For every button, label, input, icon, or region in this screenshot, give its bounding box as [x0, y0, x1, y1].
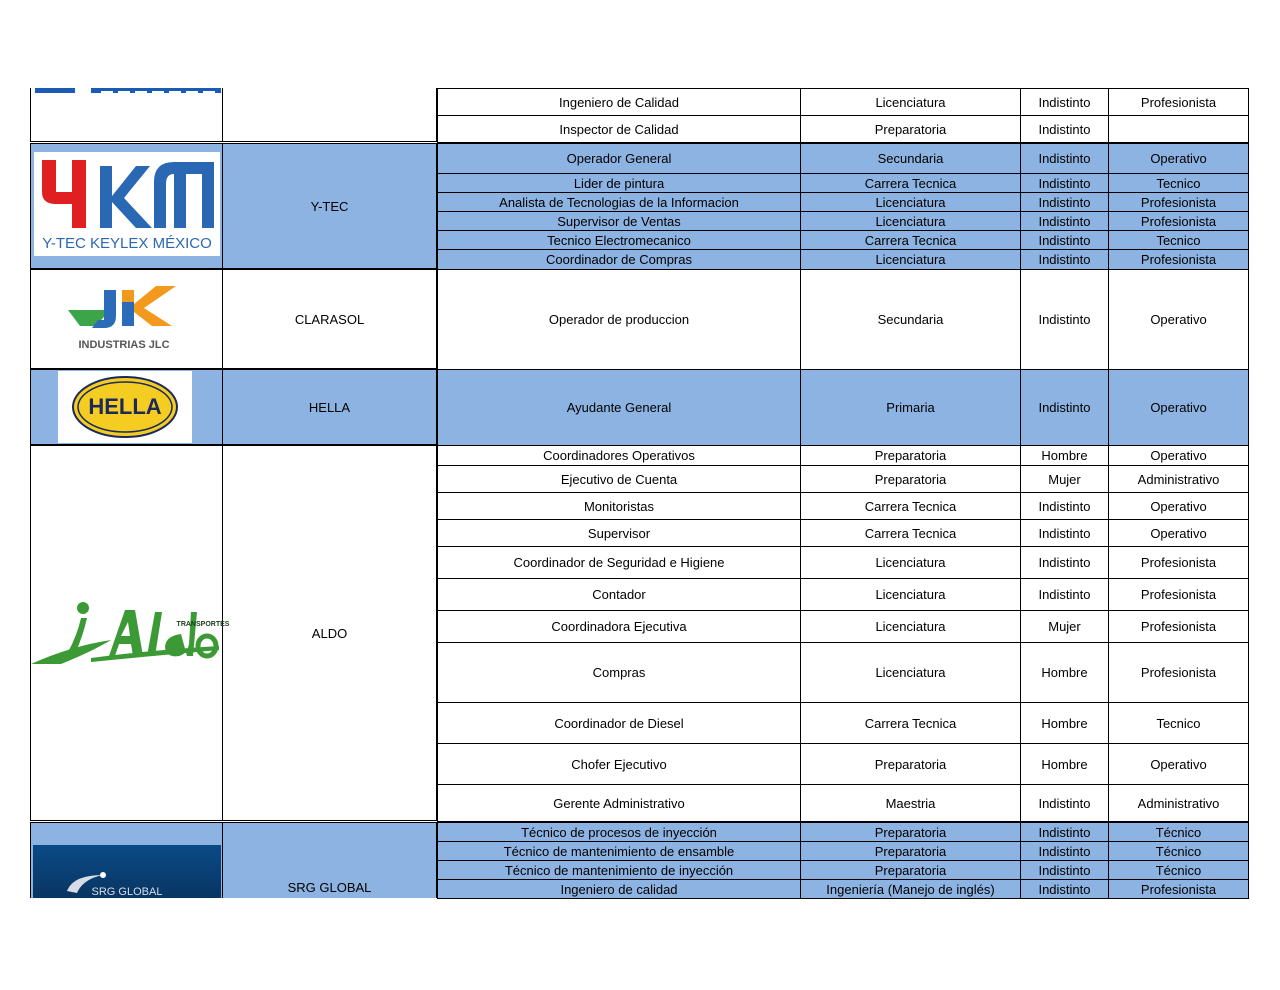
escolaridad-cell: Licenciatura	[800, 211, 1021, 231]
sexo-cell: Indistinto	[1020, 115, 1109, 143]
sexo-cell: Indistinto	[1020, 269, 1109, 370]
escolaridad-cell: Licenciatura	[800, 192, 1021, 212]
puesto-cell: Ingeniero de calidad	[437, 879, 801, 899]
puesto-cell: Coordinador de Compras	[437, 249, 801, 270]
escolaridad-cell: Preparatoria	[800, 115, 1021, 143]
sexo-cell: Indistinto	[1020, 841, 1109, 861]
srg-logo-text: SRG GLOBAL	[91, 886, 163, 898]
company-name-cell	[223, 143, 437, 269]
hella-logo-text: HELLA	[88, 394, 162, 419]
sexo-cell: Indistinto	[1020, 546, 1109, 579]
puesto-cell: Coordinador de Diesel	[437, 702, 801, 744]
puesto-cell: Inspector de Calidad	[437, 115, 801, 143]
ykm-logo	[34, 152, 220, 256]
tipo-cell: Operativo	[1108, 743, 1249, 785]
sexo-cell: Indistinto	[1020, 143, 1109, 174]
aldo-logo-text: TRANSPORTES	[176, 621, 230, 628]
sexo-cell: Indistinto	[1020, 173, 1109, 193]
escolaridad-cell: Licenciatura	[800, 249, 1021, 270]
escolaridad-cell: Licenciatura	[800, 610, 1021, 643]
sexo-cell: Mujer	[1020, 610, 1109, 643]
sexo-cell: Indistinto	[1020, 519, 1109, 547]
partial-blue-logo	[31, 88, 223, 96]
puesto-cell: Contador	[437, 578, 801, 611]
sexo-cell: Indistinto	[1020, 860, 1109, 880]
tipo-cell: Técnico	[1108, 860, 1249, 880]
tipo-cell: Técnico	[1108, 841, 1249, 861]
puesto-cell: Operador de produccion	[437, 269, 801, 370]
tipo-cell: Operativo	[1108, 519, 1249, 547]
puesto-cell: Coordinadores Operativos	[437, 445, 801, 466]
escolaridad-cell: Ingeniería (Manejo de inglés)	[800, 879, 1021, 899]
escolaridad-cell: Secundaria	[800, 143, 1021, 174]
aldo-logo	[31, 596, 230, 668]
tipo-cell: Profesionista	[1108, 642, 1249, 703]
escolaridad-cell: Preparatoria	[800, 445, 1021, 466]
company-name-cell	[223, 269, 437, 369]
sexo-cell: Indistinto	[1020, 211, 1109, 231]
company-name-cell	[223, 369, 437, 445]
tipo-cell: Profesionista	[1108, 610, 1249, 643]
escolaridad-cell: Preparatoria	[800, 860, 1021, 880]
sexo-cell: Hombre	[1020, 702, 1109, 744]
company-name: ALDO	[311, 625, 348, 641]
puesto-cell: Técnico de mantenimiento de inyección	[437, 860, 801, 880]
tipo-cell: Tecnico	[1108, 173, 1249, 193]
tipo-cell: Tecnico	[1108, 702, 1249, 744]
escolaridad-cell: Licenciatura	[800, 546, 1021, 579]
puesto-cell: Supervisor	[437, 519, 801, 547]
sexo-cell: Indistinto	[1020, 230, 1109, 250]
escolaridad-cell: Licenciatura	[800, 88, 1021, 116]
puesto-cell: Ingeniero de Calidad	[437, 88, 801, 116]
ykm-logo-text: Y-TEC KEYLEX MÉXICO	[42, 235, 212, 252]
puesto-cell: Técnico de mantenimiento de ensamble	[437, 841, 801, 861]
sexo-cell: Indistinto	[1020, 879, 1109, 899]
tipo-cell: Profesionista	[1108, 211, 1249, 231]
sexo-cell: Indistinto	[1020, 492, 1109, 520]
sexo-cell: Indistinto	[1020, 822, 1109, 842]
puesto-cell: Compras	[437, 642, 801, 703]
sexo-cell: Hombre	[1020, 642, 1109, 703]
sexo-cell: Indistinto	[1020, 88, 1109, 116]
sexo-cell: Indistinto	[1020, 578, 1109, 611]
escolaridad-cell: Licenciatura	[800, 578, 1021, 611]
tipo-cell: Operativo	[1108, 369, 1249, 446]
escolaridad-cell: Preparatoria	[800, 743, 1021, 785]
sexo-cell: Indistinto	[1020, 784, 1109, 822]
puesto-cell: Chofer Ejecutivo	[437, 743, 801, 785]
tipo-cell: Tecnico	[1108, 230, 1249, 250]
sexo-cell: Indistinto	[1020, 192, 1109, 212]
puesto-cell: Coordinadora Ejecutiva	[437, 610, 801, 643]
tipo-cell: Operativo	[1108, 143, 1249, 174]
tipo-cell: Operativo	[1108, 492, 1249, 520]
sexo-cell: Indistinto	[1020, 369, 1109, 446]
company-name: SRG GLOBAL	[287, 880, 372, 895]
tipo-cell: Operativo	[1108, 445, 1249, 466]
escolaridad-cell: Preparatoria	[800, 465, 1021, 493]
escolaridad-cell: Carrera Tecnica	[800, 173, 1021, 193]
puesto-cell: Coordinador de Seguridad e Higiene	[437, 546, 801, 579]
escolaridad-cell: Preparatoria	[800, 841, 1021, 861]
company-name-cell	[223, 445, 437, 821]
tipo-cell: Profesionista	[1108, 578, 1249, 611]
tipo-cell: Administrativo	[1108, 784, 1249, 822]
escolaridad-cell: Carrera Tecnica	[800, 492, 1021, 520]
puesto-cell: Gerente Administrativo	[437, 784, 801, 822]
escolaridad-cell: Licenciatura	[800, 642, 1021, 703]
escolaridad-cell: Secundaria	[800, 269, 1021, 370]
puesto-cell: Técnico de procesos de inyección	[437, 822, 801, 842]
escolaridad-cell: Primaria	[800, 369, 1021, 446]
sexo-cell: Indistinto	[1020, 249, 1109, 270]
tipo-cell: Administrativo	[1108, 465, 1249, 493]
sexo-cell: Mujer	[1020, 465, 1109, 493]
company-name-cell	[223, 822, 437, 898]
escolaridad-cell: Carrera Tecnica	[800, 230, 1021, 250]
sexo-cell: Hombre	[1020, 445, 1109, 466]
tipo-cell: Profesionista	[1108, 879, 1249, 899]
puesto-cell: Tecnico Electromecanico	[437, 230, 801, 250]
jlc-logo	[60, 282, 190, 354]
escolaridad-cell: Preparatoria	[800, 822, 1021, 842]
jlc-logo-text: INDUSTRIAS JLC	[78, 339, 170, 351]
puesto-cell: Operador General	[437, 143, 801, 174]
tipo-cell: Profesionista	[1108, 88, 1249, 116]
puesto-cell: Lider de pintura	[437, 173, 801, 193]
tipo-cell: Profesionista	[1108, 249, 1249, 270]
hella-logo	[58, 371, 192, 443]
company-name: HELLA	[308, 399, 351, 415]
tipo-cell	[1108, 115, 1249, 143]
puesto-cell: Supervisor de Ventas	[437, 211, 801, 231]
company-name-cell	[223, 88, 437, 142]
company-logo-cell	[30, 88, 223, 142]
tipo-cell: Profesionista	[1108, 546, 1249, 579]
srg-logo	[33, 845, 221, 898]
escolaridad-cell: Carrera Tecnica	[800, 702, 1021, 744]
company-name: Y-TEC	[310, 198, 349, 214]
tipo-cell: Técnico	[1108, 822, 1249, 842]
puesto-cell: Analista de Tecnologias de la Informacion	[437, 192, 801, 212]
puesto-cell: Ayudante General	[437, 369, 801, 446]
tipo-cell: Operativo	[1108, 269, 1249, 370]
escolaridad-cell: Carrera Tecnica	[800, 519, 1021, 547]
sexo-cell: Hombre	[1020, 743, 1109, 785]
puesto-cell: Ejecutivo de Cuenta	[437, 465, 801, 493]
escolaridad-cell: Maestria	[800, 784, 1021, 822]
company-name: CLARASOL	[294, 311, 365, 327]
tipo-cell: Profesionista	[1108, 192, 1249, 212]
puesto-cell: Monitoristas	[437, 492, 801, 520]
